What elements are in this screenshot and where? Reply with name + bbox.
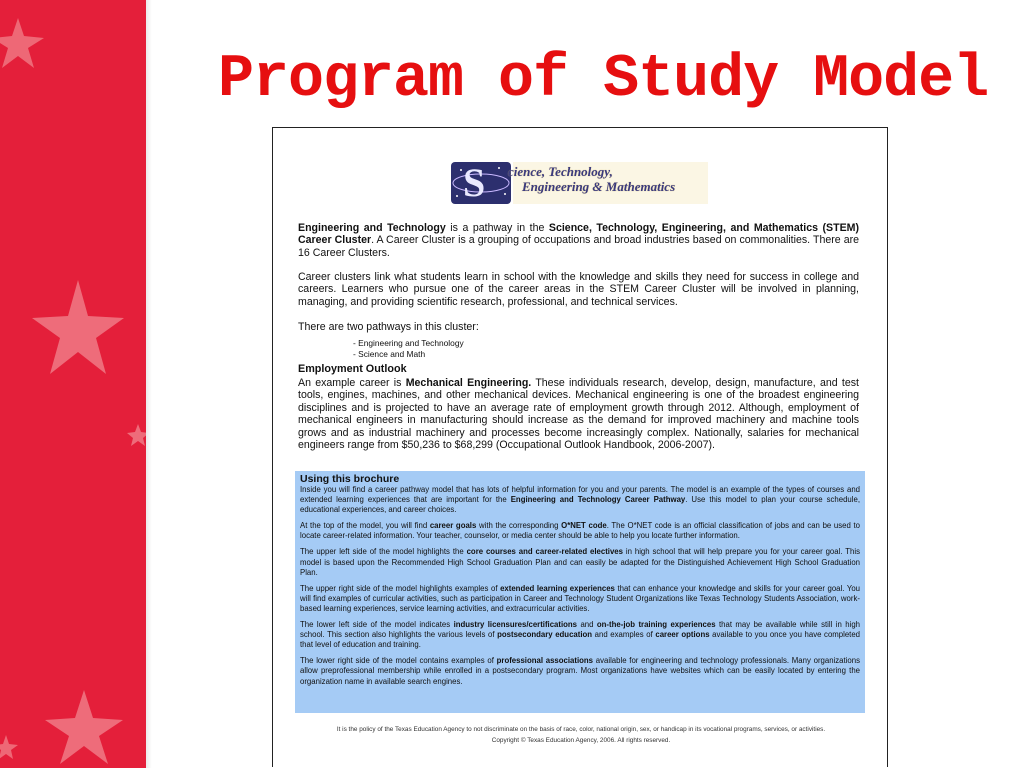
intro-bold-1: Engineering and Technology xyxy=(298,222,446,234)
bp2-text-c: with the corresponding xyxy=(476,521,562,531)
bp5-text-e: that may be available while still in high school. This section also highlights the various levels of xyxy=(300,620,861,640)
employment-bold: Mechanical Engineering. xyxy=(405,377,532,389)
logo-text xyxy=(508,164,675,194)
pathways-list xyxy=(353,338,464,360)
logo-line-1: cience, Technology, xyxy=(508,164,613,179)
bp1-text-a: Inside you will find a career pathway model that has lots of helpful information for you and your parents. The model is an example of the types of courses and extended learning experiences that are important for the xyxy=(300,485,860,505)
bp5-bold-1: industry licensures/certifications xyxy=(453,620,578,630)
pathway-item: - Engineering and Technology xyxy=(353,338,464,348)
star-shape xyxy=(127,424,146,446)
bp4-text-a: The upper right side of the model highlights examples of xyxy=(300,583,501,593)
stem-logo xyxy=(443,158,713,208)
bp4-text-c: that can enhance your knowledge and skills for your career goal. You will find examples of curricular activities, such as participation in Career and Technology Student Organizations like Texas Technology Students Association, work-based learning experiences, service learning activities, and extracurricular activities. xyxy=(300,583,861,613)
bp2-text-e: . The O*NET code is an official classification of jobs and can be used to locate career-related information. Your teacher, counselor, or media center should be able to help you locate further information. xyxy=(300,521,861,541)
bp6-text-c: available for engineering and technology professionals. Many organizations allow preprofessional membership while enrolled in a postsecondary program. Most organizations have websites which can be easily located by entering the organization name in available search engines. xyxy=(300,656,860,686)
employment-paragraph xyxy=(298,377,859,451)
star-shape xyxy=(45,690,123,764)
bp1-text-c: . Use this model to plan your course schedule, educational experiences, and career choices. xyxy=(300,495,860,515)
bp6-text-a: The lower right side of the model contains examples of xyxy=(300,656,497,666)
pathways-intro: There are two pathways in this cluster: xyxy=(298,321,479,333)
intro-paragraph xyxy=(298,222,859,259)
brochure-paragraph xyxy=(300,485,860,515)
brochure-paragraph xyxy=(300,521,860,541)
bp2-text-a: At the top of the model, you will find xyxy=(300,521,430,531)
bp3-text-c: in high school that will help prepare you for your career goal. This model is based upon the Recommended High School Graduation Plan and can easily be adapted for the Distinguished Achievement High School Graduation Plan. xyxy=(300,547,860,577)
brochure-paragraph xyxy=(300,656,860,686)
logo-letter: S xyxy=(463,160,486,205)
bp2-bold-2: O*NET code xyxy=(561,521,607,531)
employment-text-2: These individuals research, develop, design, manufacture, and test tools, engines, machines, and other mechanical devices. Mechanical engineering is one of the broadest engineering disciplines and is projected to have an average rate of employment growth through 2012. Although, employment of mechanical engineers in manufacturing should increase as the demand for improved machinery and machine tools grows and as industrial machinery and processes become increasingly complex. Nationally, salaries for mechanical engineers range from $50,236 to $68,299 (Occupational Outlook Handbook, 2006-2007). xyxy=(298,377,859,452)
bp5-bold-4: career options xyxy=(655,630,710,640)
slide-title: Program of Study Model xyxy=(218,46,989,114)
brochure-paragraph xyxy=(300,620,860,650)
bp3-text-a: The upper left side of the model highlights the xyxy=(300,547,467,557)
star-shape xyxy=(0,735,18,759)
intro-text-1: is a pathway in the xyxy=(445,222,549,234)
bp6-bold: professional associations xyxy=(496,656,593,666)
star-shape xyxy=(0,18,44,68)
bp5-text-i: available to you once you have completed that level of education and training. xyxy=(300,630,861,650)
bp5-text-c: and xyxy=(577,620,597,630)
star-decorations xyxy=(0,0,146,768)
document-page xyxy=(272,127,888,767)
brochure-paragraph xyxy=(300,584,860,614)
brochure-heading: Using this brochure xyxy=(300,473,400,485)
pathway-item: - Science and Math xyxy=(353,349,426,359)
nondiscrimination-notice: It is the policy of the Texas Education Agency to not discriminate on the basis of race, color, national origin, sex, or handicap in its vocational programs, services, or activities. xyxy=(336,726,826,733)
bp1-bold: Engineering and Technology Career Pathway xyxy=(510,495,686,505)
bp5-text-a: The lower left side of the model indicates xyxy=(300,620,454,630)
bp5-bold-2: on-the-job training experiences xyxy=(596,620,716,630)
copyright-notice: Copyright © Texas Education Agency, 2006. All rights reserved. xyxy=(491,737,671,744)
brochure-box xyxy=(295,471,865,713)
star-shape xyxy=(32,280,124,374)
employment-heading: Employment Outlook xyxy=(298,363,407,375)
bp5-text-g: and examples of xyxy=(592,630,656,640)
bp5-bold-3: postsecondary education xyxy=(497,630,593,640)
intro-text-2: . A Career Cluster is a grouping of occupations and broad industries based on commonalities. There are 16 Career Clusters. xyxy=(298,234,860,259)
intro-bold-2: Science, Technology, Engineering, and Mathematics (STEM) Career Cluster xyxy=(298,222,859,247)
employment-text-1: An example career is xyxy=(298,377,406,389)
decorative-sidebar xyxy=(0,0,146,768)
bp3-bold: core courses and career-related electives xyxy=(466,547,623,557)
brochure-paragraph xyxy=(300,547,860,577)
bp4-bold: extended learning experiences xyxy=(500,583,615,593)
career-clusters-paragraph: Career clusters link what students learn in school with the knowledge and skills they need for success in college and careers. Learners who pursue one of the career areas in the STEM Career Cluster will be involved in planning, managing, and providing scientific research, professional, and technical services. xyxy=(298,271,859,308)
logo-line-2: Engineering & Mathematics xyxy=(522,179,676,194)
bp2-bold-1: career goals xyxy=(429,521,477,531)
sidebar-edge xyxy=(146,0,152,768)
